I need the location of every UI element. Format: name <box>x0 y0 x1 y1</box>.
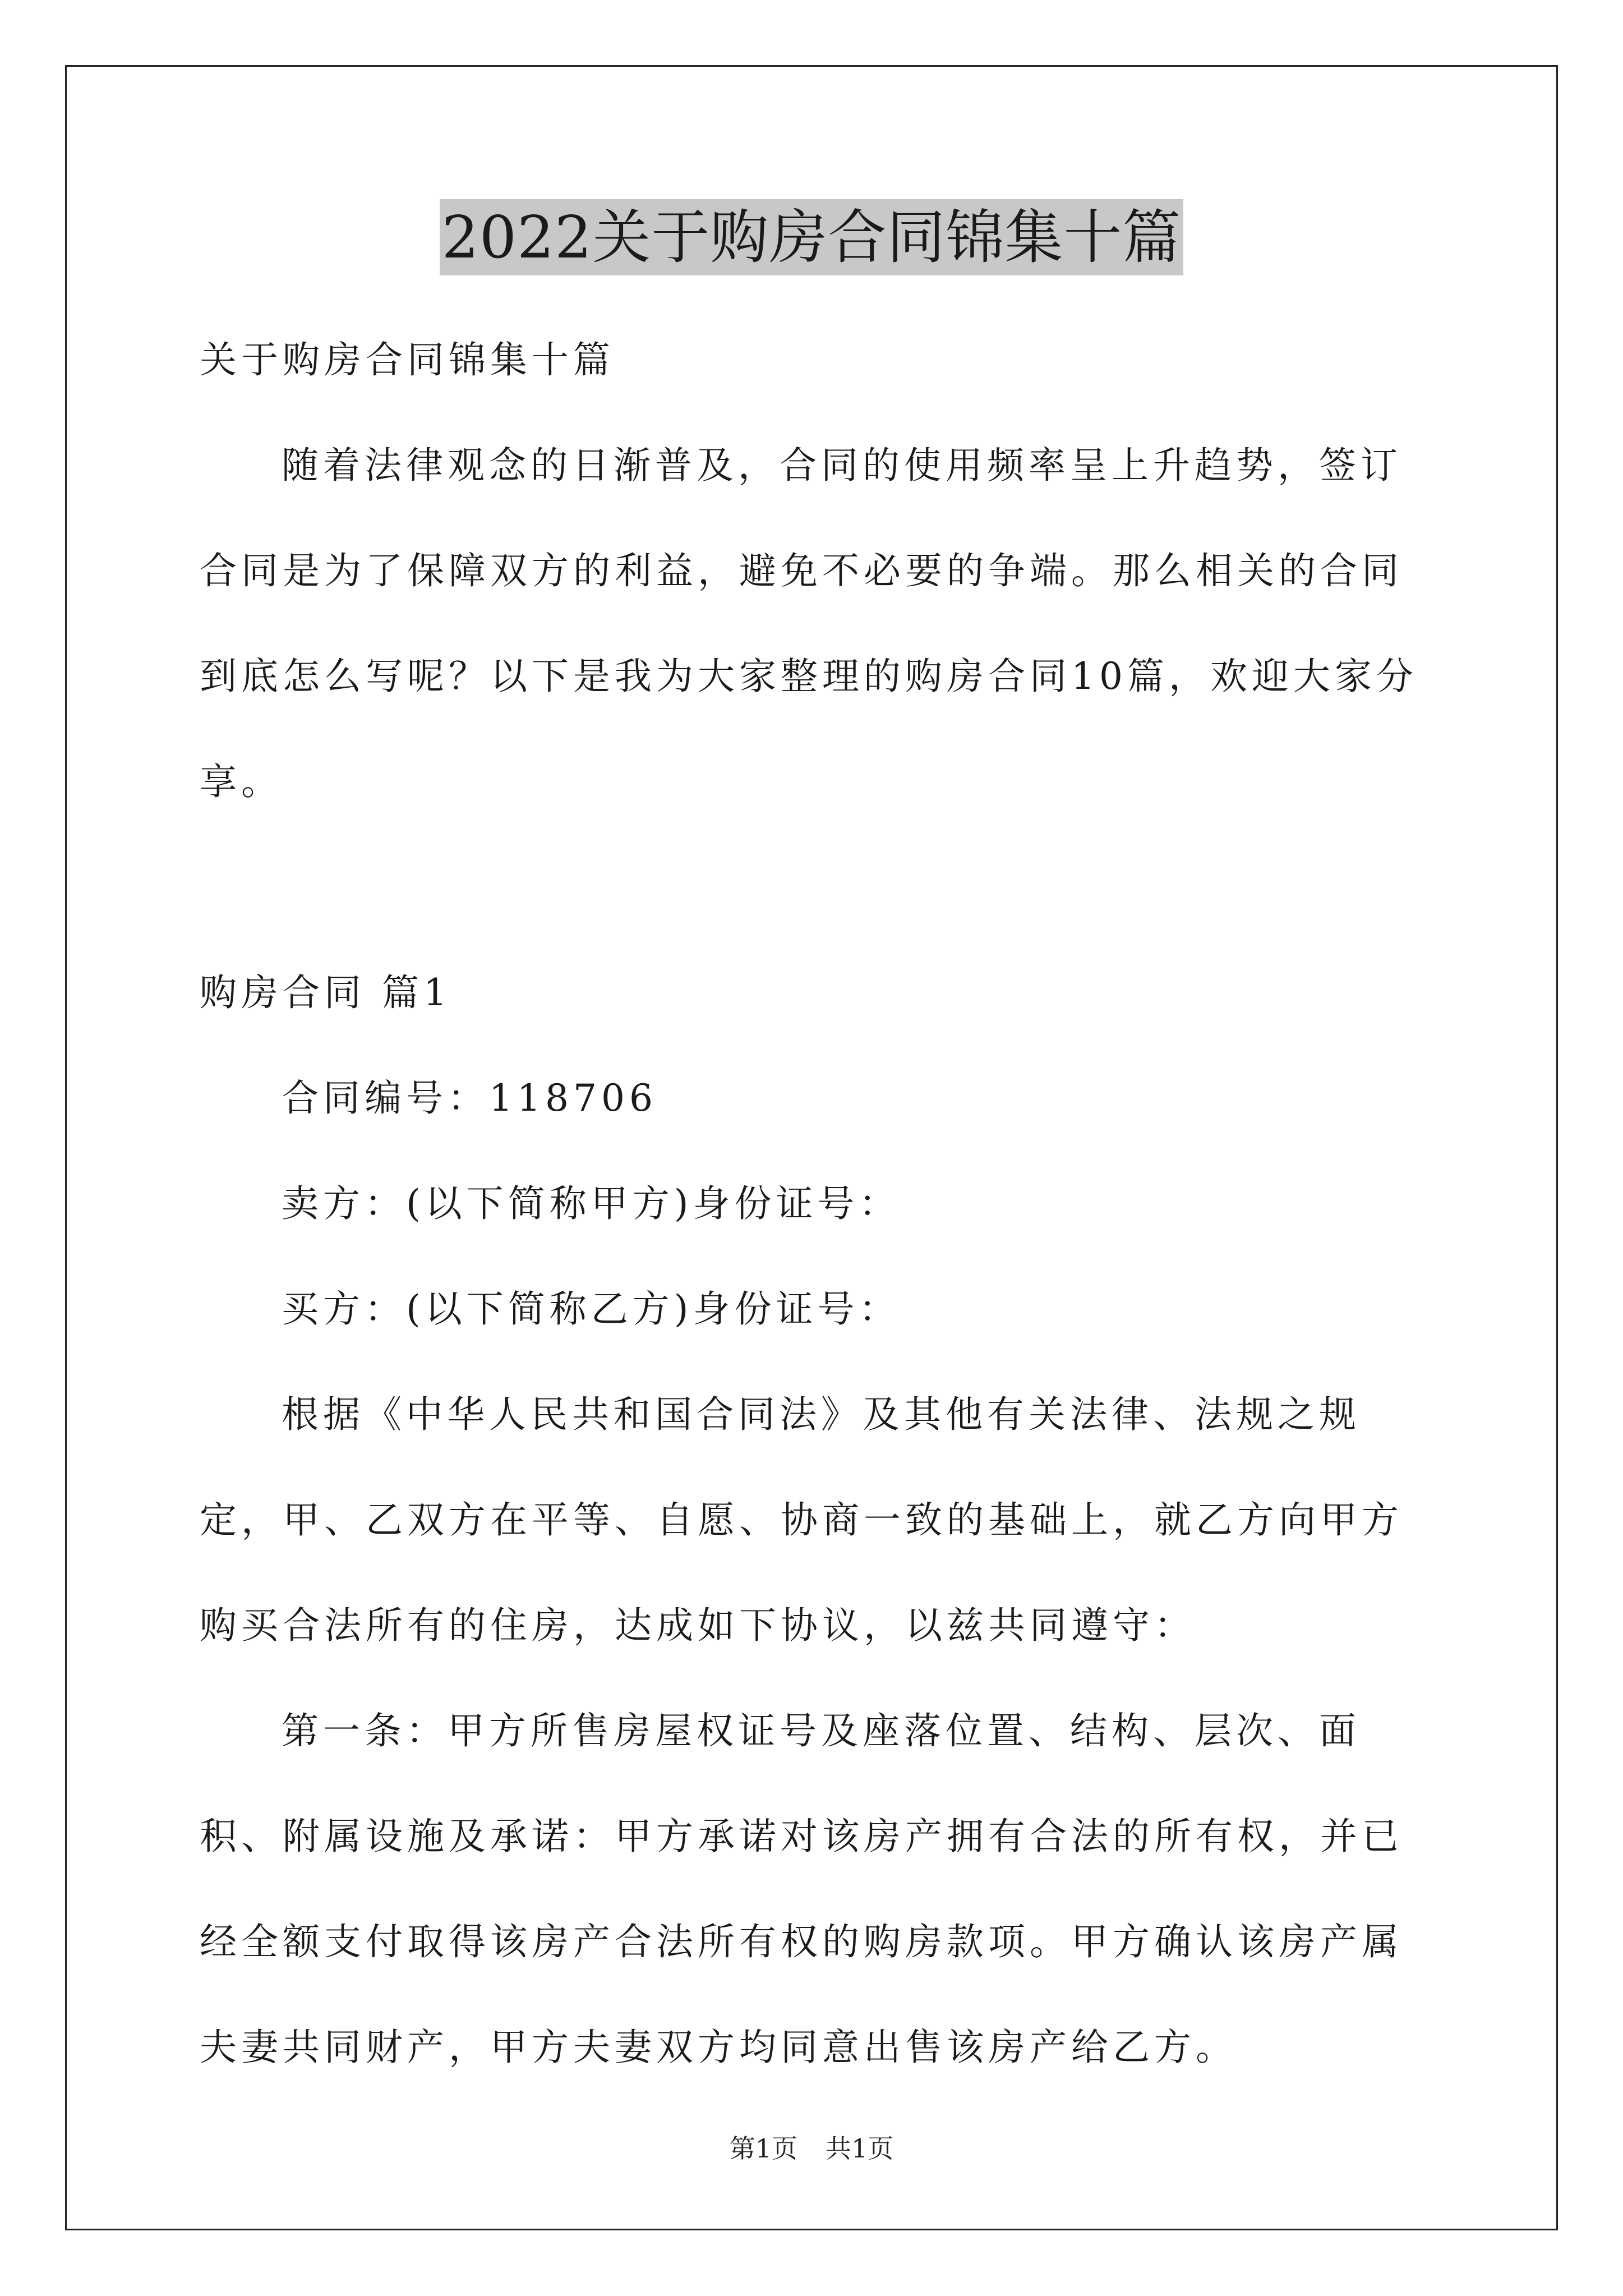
article-1-paragraph: 第一条：甲方所售房屋权证号及座落位置、结构、层次、面积、附属设施及承诺：甲方承诺对该房产拥有合法的所有权，并已经全额支付取得该房产合法所有权的购房款项。甲方确认该房产属夫妻共同财产，甲方夫妻双方均同意出售该房产给乙方。 <box>200 1709 1403 2069</box>
buyer-line: 买方：(以下简称乙方)身份证号： <box>282 1287 901 1331</box>
page-number-current: 第1页 <box>729 2133 797 2164</box>
intro-paragraph: 随着法律观念的日渐普及，合同的使用频率呈上升趋势，签订合同是为了保障双方的利益，避免不必要的争端。那么相关的合同到底怎么写呢？以下是我为大家整理的购房合同10篇，欢迎大家分享。 <box>200 444 1418 803</box>
document-subtitle: 关于购房合同锦集十篇 <box>200 338 615 381</box>
basis-paragraph: 根据《中华人民共和国合同法》及其他有关法律、法规之规定，甲、乙双方在平等、自愿、协商一致的基础上，就乙方向甲方购买合法所有的住房，达成如下协议，以兹共同遵守： <box>200 1393 1403 1647</box>
page-footer <box>0 2132 1623 2165</box>
page-number-total: 共1页 <box>826 2133 894 2164</box>
document-body <box>200 307 1428 2100</box>
document-title: 2022关于购房合同锦集十篇 <box>440 199 1184 275</box>
paragraph-gap <box>200 835 1428 940</box>
contract-number: 合同编号：118706 <box>282 1076 657 1120</box>
seller-line: 卖方：(以下简称甲方)身份证号： <box>282 1182 901 1225</box>
section-heading: 购房合同 篇1 <box>200 971 451 1014</box>
title-container <box>0 199 1623 275</box>
